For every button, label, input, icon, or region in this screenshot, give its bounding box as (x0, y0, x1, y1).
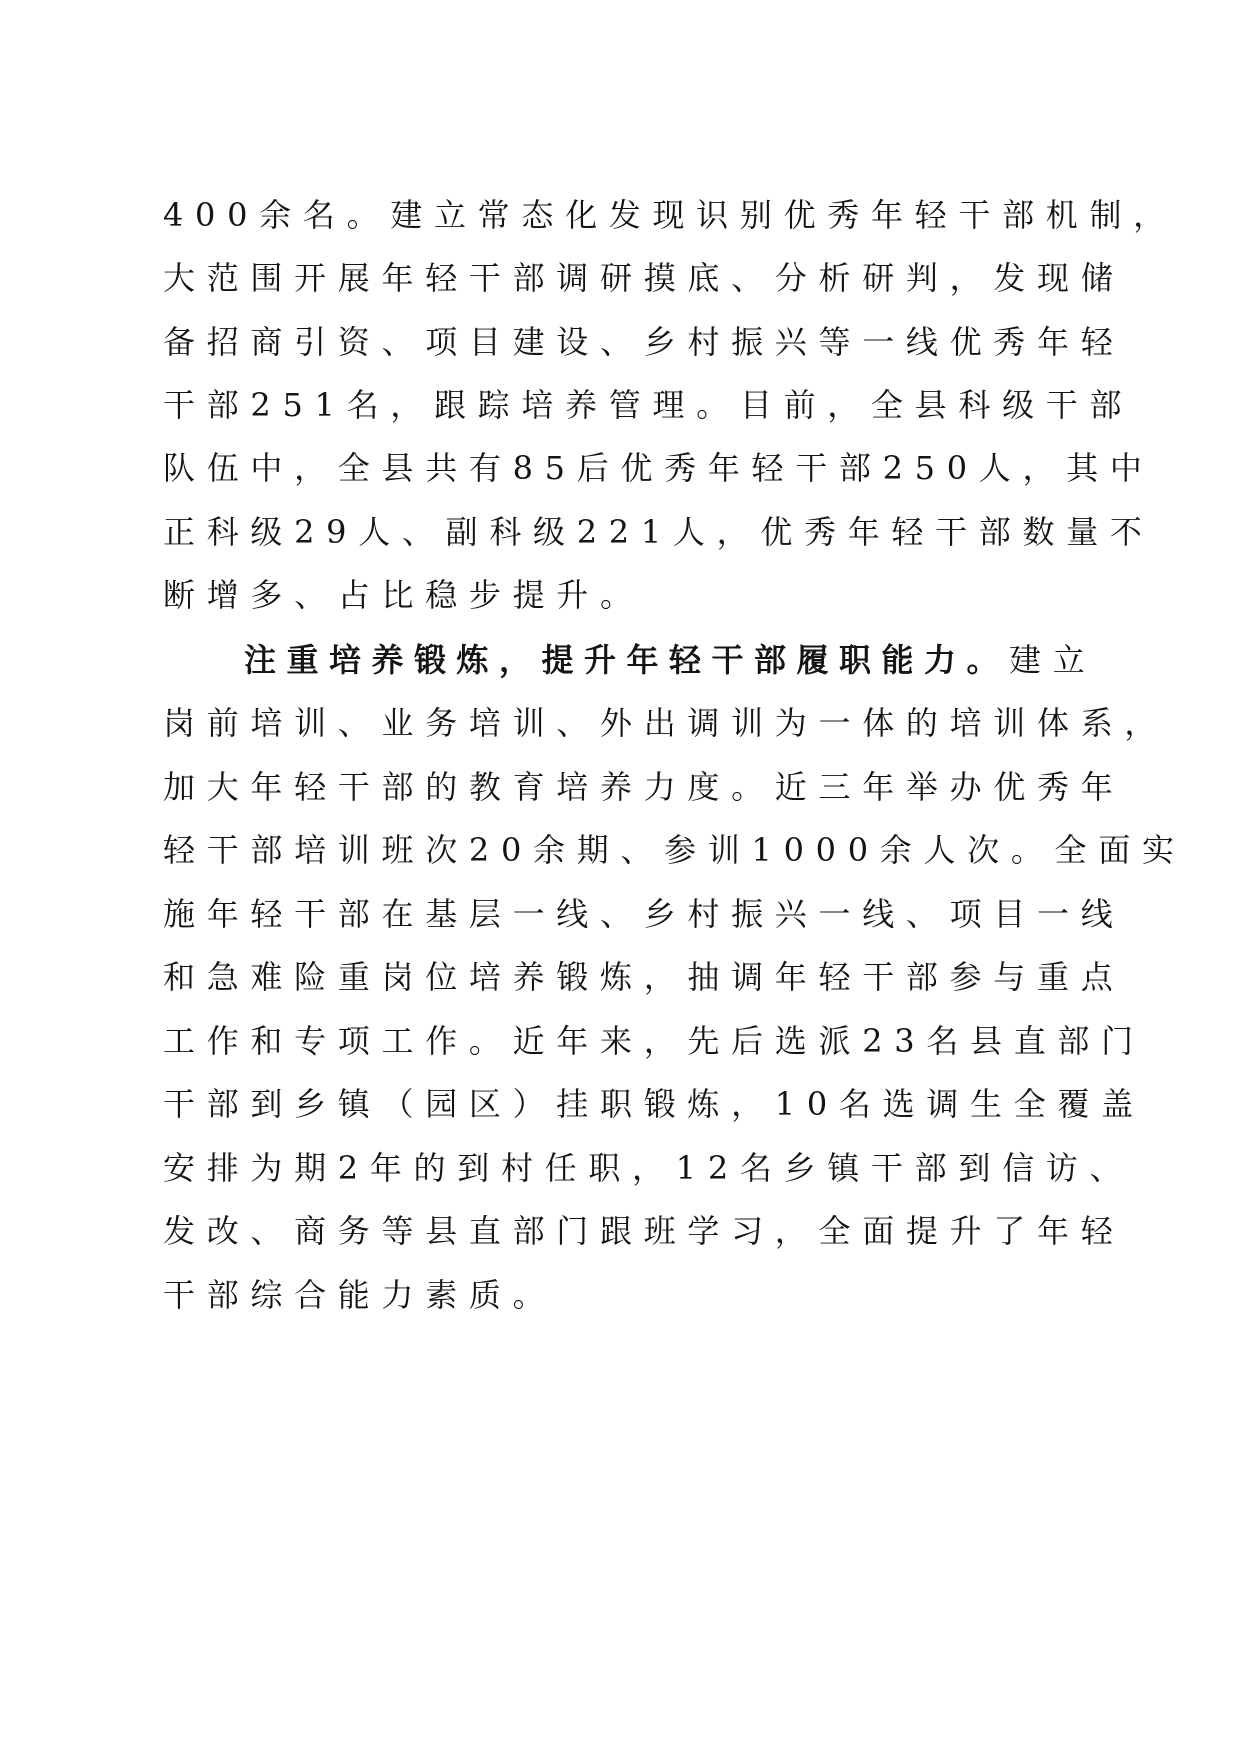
p1-line-5: 队伍中，全县共有85后优秀年轻干部250人，其中 (163, 449, 1154, 487)
p2-line-11: 干部综合能力素质。 (163, 1276, 557, 1314)
p2-line-4: 轻干部培训班次20余期、参训1000余人次。全面实 (163, 831, 1186, 869)
p2-line-3: 加大年轻干部的教育培养力度。近三年举办优秀年 (163, 768, 1125, 806)
p1-line-1: 400余名。建立常态化发现识别优秀年轻干部机制， (163, 196, 1177, 234)
p1-line-2: 大范围开展年轻干部调研摸底、分析研判，发现储 (163, 259, 1125, 297)
p2-line-9: 安排为期2年的到村任职，12名乡镇干部到信访、 (163, 1149, 1134, 1187)
p2-line-5: 施年轻干部在基层一线、乡村振兴一线、项目一线 (163, 895, 1125, 933)
p2-line-8: 干部到乡镇（园区）挂职锻炼，10名选调生全覆盖 (163, 1085, 1145, 1123)
p2-first-line (244, 640, 1096, 680)
p2-heading: 注重培养锻炼，提升年轻干部履职能力。 (244, 641, 1010, 679)
p2-line-2: 岗前培训、业务培训、外出调训为一体的培训体系， (163, 704, 1169, 742)
p2-line-6: 和急难险重岗位培养锻炼，抽调年轻干部参与重点 (163, 958, 1125, 996)
p1-line-6: 正科级29人、副科级221人，优秀年轻干部数量不 (163, 513, 1154, 551)
p1-line-4: 干部251名，跟踪培养管理。目前，全县科级干部 (163, 386, 1134, 424)
p1-line-3: 备招商引资、项目建设、乡村振兴等一线优秀年轻 (163, 323, 1125, 361)
p2-first-line-rest: 建立 (1009, 641, 1097, 679)
p2-line-7: 工作和专项工作。近年来，先后选派23名县直部门 (163, 1022, 1145, 1060)
p1-line-7: 断增多、占比稳步提升。 (163, 576, 644, 614)
p2-line-10: 发改、商务等县直部门跟班学习，全面提升了年轻 (163, 1212, 1125, 1250)
